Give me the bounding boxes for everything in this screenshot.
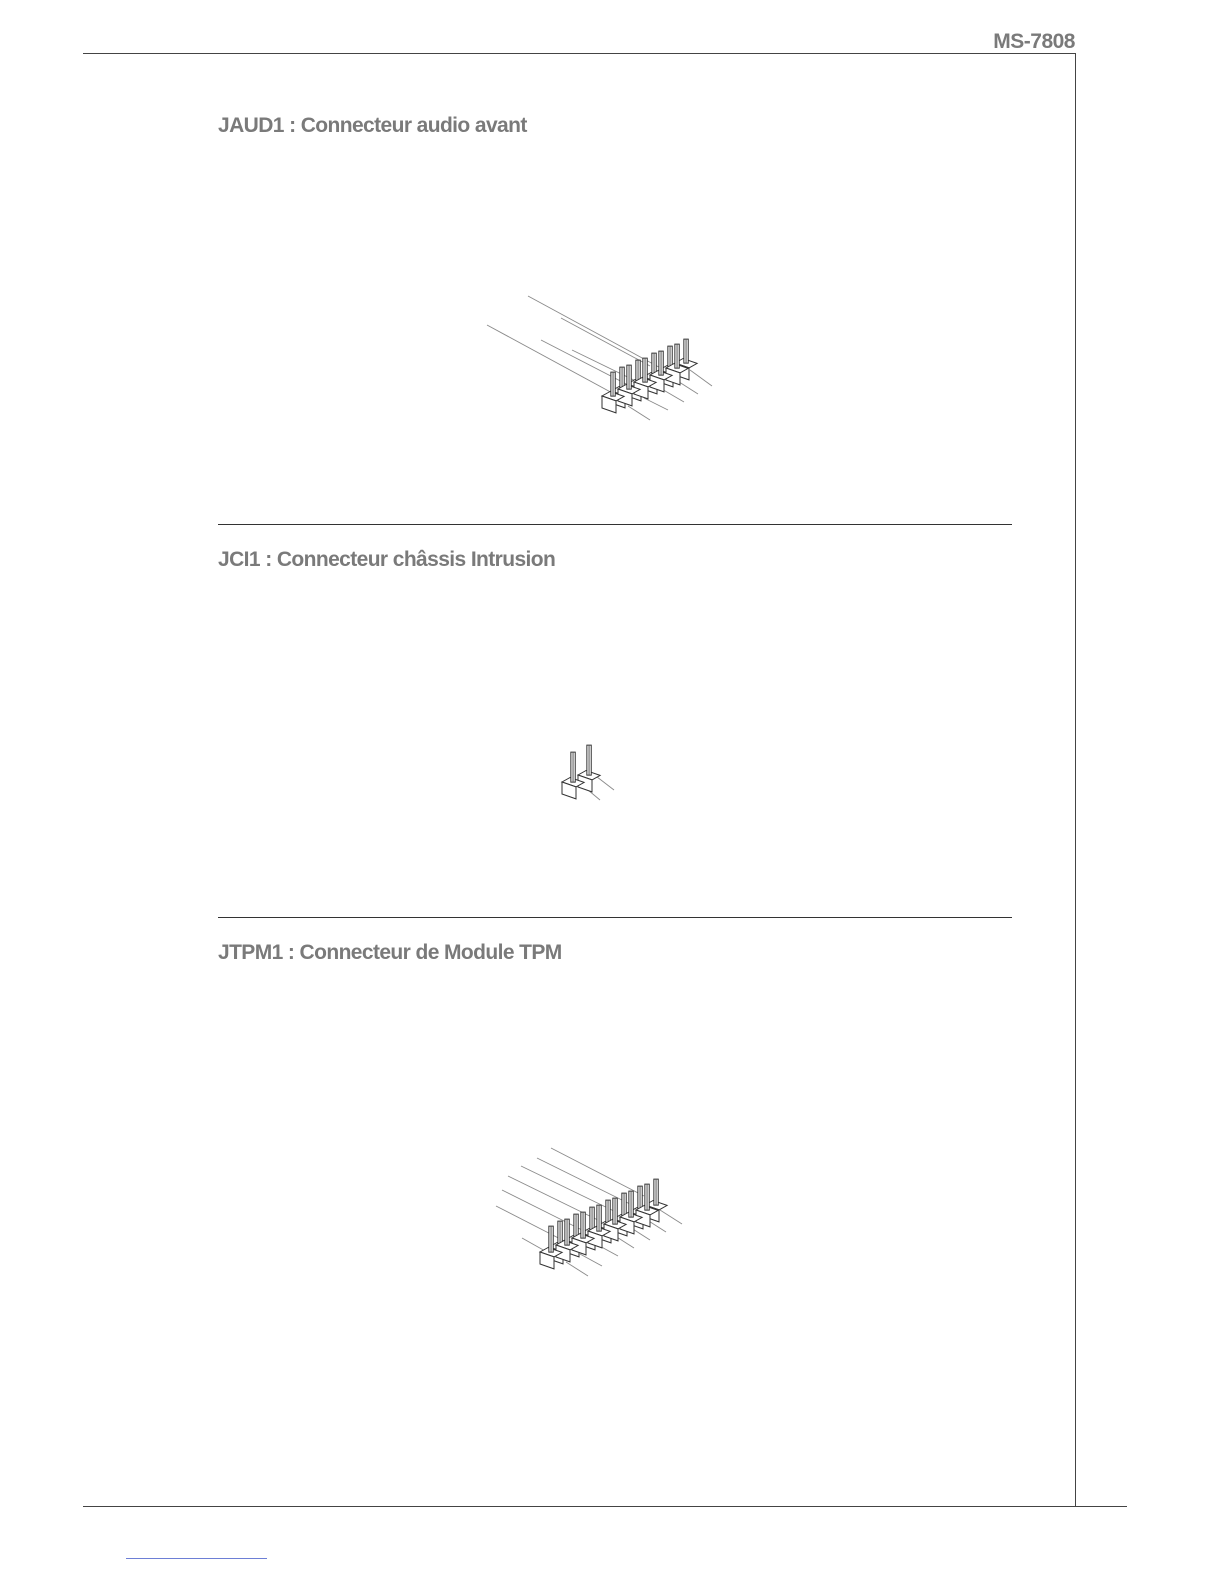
header-block [645, 1201, 667, 1210]
header-block-face [634, 382, 648, 399]
header-block-face [572, 1238, 586, 1255]
header-block [629, 1208, 651, 1217]
header-block-face [675, 363, 689, 380]
header-block-face [597, 1226, 611, 1243]
leader-line [580, 1254, 602, 1266]
header-pin [627, 365, 631, 389]
leader-line [537, 1158, 630, 1204]
section-heading-jtpm1: JTPM1 : Connecteur de Module TPM [218, 941, 562, 964]
leader-line [612, 1234, 634, 1248]
header-pin [668, 346, 672, 370]
header-pin [606, 1200, 610, 1226]
leader-line [628, 406, 650, 420]
header-block-face [611, 391, 625, 408]
header-block-face [540, 1252, 554, 1269]
header-block [540, 1248, 562, 1257]
header-pin [654, 1179, 658, 1205]
header-block-face [618, 389, 632, 406]
header-block [613, 1215, 635, 1224]
leader-line [502, 1190, 590, 1234]
header-block [597, 1222, 619, 1231]
header-pin [613, 1198, 617, 1224]
header-block [588, 1227, 610, 1236]
header-pin [565, 1219, 569, 1245]
header-pin [549, 1226, 553, 1252]
leader-line [541, 340, 634, 388]
header-block-face [604, 1224, 618, 1241]
header-block-face [666, 368, 680, 385]
header-block-face [578, 775, 592, 792]
header-block-face [650, 375, 664, 392]
header-pin [574, 1214, 578, 1240]
section-heading-jci1: JCI1 : Connecteur châssis Intrusion [218, 548, 556, 571]
leader-line [508, 1176, 602, 1222]
header-block [650, 371, 672, 380]
leader-line [528, 296, 668, 372]
header-block [675, 359, 697, 368]
header-block-face [613, 1219, 627, 1236]
header-block-face [565, 1240, 579, 1257]
leader-line [566, 1262, 588, 1276]
header-pin [684, 339, 688, 363]
header-block [549, 1243, 571, 1252]
header-block-face [549, 1247, 563, 1264]
page-model-number: MS-7808 [993, 30, 1075, 53]
header-block [643, 373, 665, 382]
header-pin [659, 351, 663, 375]
header-block [581, 1229, 603, 1238]
header-block [666, 364, 688, 373]
header-block [627, 380, 649, 389]
header-pin [597, 1205, 601, 1231]
header-pin [636, 360, 640, 384]
leader-line [551, 1148, 644, 1196]
header-block [602, 392, 624, 401]
leader-line [644, 1218, 666, 1232]
leader-line [628, 1226, 650, 1240]
header-pin [581, 1212, 585, 1238]
header-pin [652, 353, 656, 377]
header-pin [558, 1221, 562, 1247]
header-block [578, 771, 600, 780]
header-block [565, 1236, 587, 1245]
header-block [556, 1241, 578, 1250]
leader-line [644, 398, 668, 410]
section-divider [218, 524, 1012, 525]
leader-line [676, 380, 698, 394]
header-block-face [636, 1210, 650, 1227]
header-block [659, 366, 681, 375]
header-block-face [602, 396, 616, 413]
page-side-rule [1075, 53, 1076, 1507]
header-pin [643, 358, 647, 382]
header-pin [622, 1193, 626, 1219]
header-pin [675, 344, 679, 368]
leader-line [660, 388, 684, 402]
section-heading-jaud1: JAUD1 : Connecteur audio avant [218, 114, 527, 137]
leader-line [522, 1238, 554, 1256]
leader-line [521, 1166, 616, 1212]
header-pin [629, 1191, 633, 1217]
header-block [634, 378, 656, 387]
header-block-face [659, 370, 673, 387]
header-block-face [556, 1245, 570, 1262]
header-pin [590, 1207, 594, 1233]
header-block [636, 1206, 658, 1215]
header-block-face [629, 1212, 643, 1229]
header-pin [571, 752, 575, 782]
header-pin [620, 367, 624, 391]
leader-line [660, 1210, 682, 1224]
header-block-face [581, 1233, 595, 1250]
footer-rule [83, 1506, 1127, 1507]
header-block-face [620, 1217, 634, 1234]
header-block-face [588, 1231, 602, 1248]
header-block [572, 1234, 594, 1243]
leader-line [596, 1244, 618, 1256]
header-rule [83, 53, 1076, 54]
section-divider [218, 917, 1012, 918]
leader-line [561, 318, 650, 366]
header-block [620, 1213, 642, 1222]
header-block [562, 778, 584, 787]
leader-line [576, 780, 600, 800]
footer-link-underline [126, 1558, 267, 1559]
header-block-face [627, 384, 641, 401]
header-pin [587, 745, 591, 775]
header-pin [611, 372, 615, 396]
header-block-face [645, 1205, 659, 1222]
header-pin [638, 1186, 642, 1212]
header-block [618, 385, 640, 394]
leader-line [496, 1206, 574, 1246]
header-pin [645, 1184, 649, 1210]
leader-line [588, 770, 614, 790]
header-block-face [643, 377, 657, 394]
leader-line [572, 350, 646, 386]
header-block [611, 387, 633, 396]
leader-line [487, 325, 616, 395]
header-block-face [562, 782, 576, 799]
leader-line [690, 370, 712, 386]
header-block [604, 1220, 626, 1229]
